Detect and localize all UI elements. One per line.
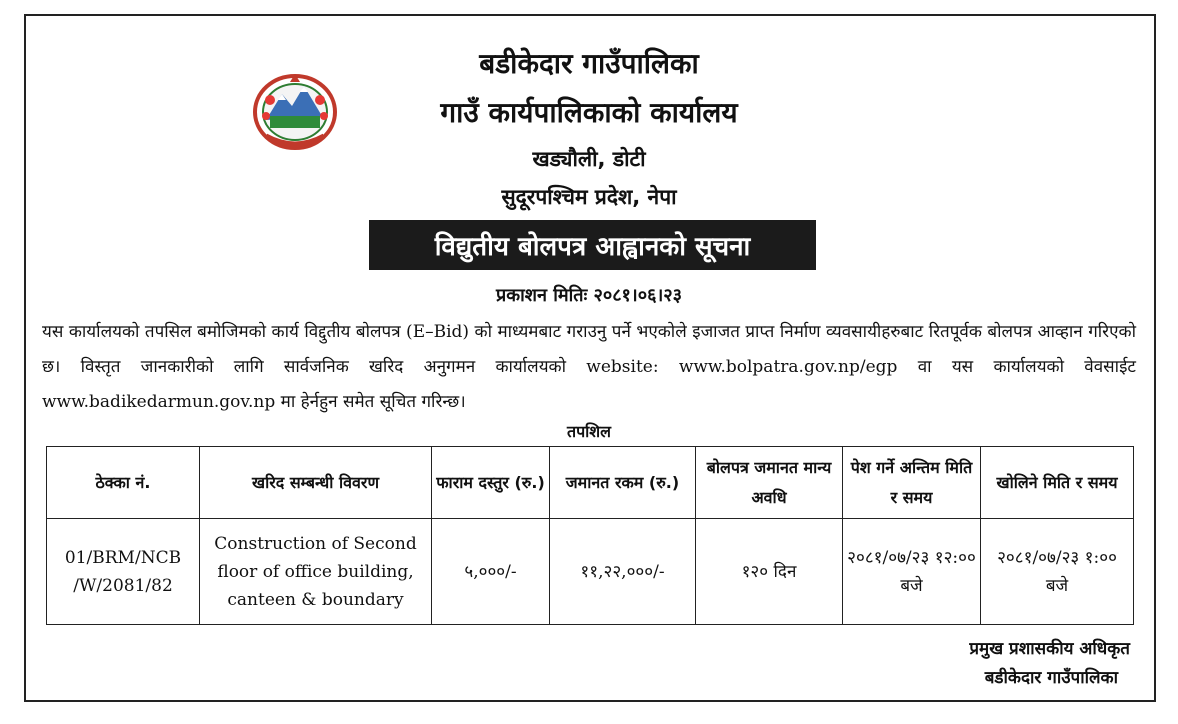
table-header-row [47,447,1134,519]
cell-submission-deadline: २०८१/०७/२३ १२:०० बजे [843,519,981,625]
office-location: खड्यौली, डोटी [532,147,646,171]
header-contract-no: ठेक्का नं. [47,447,200,519]
cell-contract-no: 01/BRM/NCB /W/2081/82 [47,519,200,625]
schedule-label: तपशिल [566,422,612,441]
header-validity: बोलपत्र जमानत मान्य अवधि [696,447,843,519]
cell-validity: १२० दिन [696,519,843,625]
publish-date: प्रकाशन मितिः २०८१।०६।२३ [496,285,682,306]
header-security-amount: जमानत रकम (रु.) [550,447,696,519]
office-name: बडीकेदार गाउँपालिका [479,47,699,80]
table-row [47,519,1134,625]
notice-title: विद्युतीय बोलपत्र आह्वानको सूचना [369,220,816,270]
cell-description: Construction of Second floor of office building, canteen & boundary [200,519,432,625]
signature-title: प्रमुख प्रशासकीय अधिकृत [969,639,1130,659]
cell-opening-date: २०८१/०७/२३ १:०० बजे [981,519,1134,625]
bid-table [46,446,1134,625]
cell-security-amount: ११,२२,०००/- [550,519,696,625]
header-description: खरिद सम्बन्धी विवरण [200,447,432,519]
notice-body: यस कार्यालयको तपसिल बमोजिमको कार्य विद्दुतीय बोलपत्र (E–Bid) को माध्यमबाट गराउनु पर्ने भएकोले इजाजत प्राप्त निर्माण व्यवसायीहरुबाट रितपूर्वक बोलपत्र आव्हान गरिएको छ। विस्तृत जानकारीको लागि सार्वजनिक खरिद अनुगमन कार्यालयको website: www.bolpatra.gov.np/egp वा यस कार्यालयको वेवसाईट www.badikedarmun.gov.np मा हेर्नहुन समेत सूचित गरिन्छ। [42,322,1136,412]
header-opening-date: खोलिने मिति र समय [981,447,1134,519]
header-submission-deadline: पेश गर्ने अन्तिम मिति र समय [843,447,981,519]
header-form-fee: फाराम दस्तुर (रु.) [432,447,550,519]
office-province: सुदूरपश्चिम प्रदेश, नेपा [501,185,677,209]
cell-form-fee: ५,०००/- [432,519,550,625]
office-subtitle: गाउँ कार्यपालिकाको कार्यालय [440,96,738,129]
signature-office: बडीकेदार गाउँपालिका [984,668,1118,688]
